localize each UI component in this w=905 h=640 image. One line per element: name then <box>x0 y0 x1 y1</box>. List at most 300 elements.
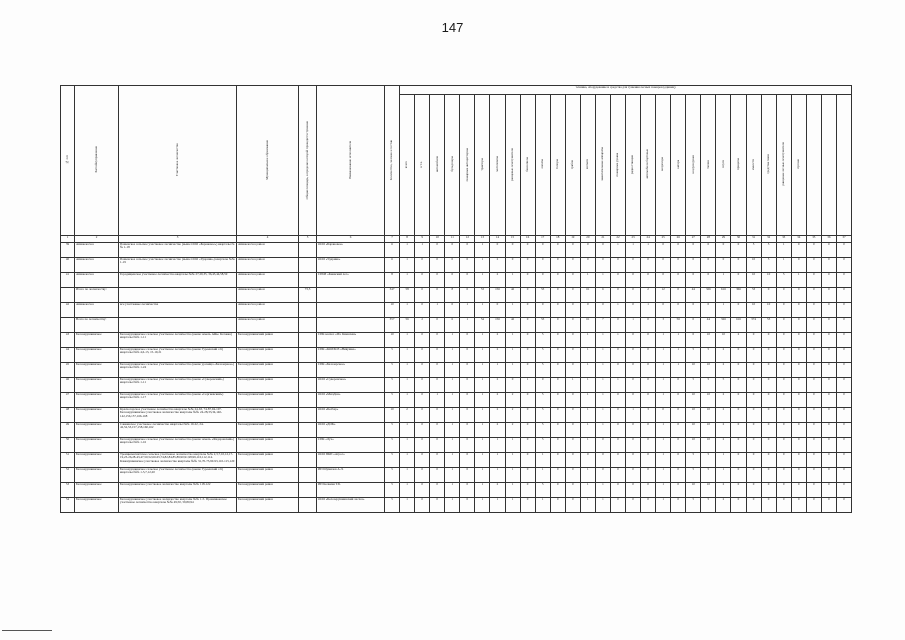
cell-value: 5 <box>686 453 701 468</box>
cell-value: 0 <box>821 273 836 288</box>
cell-region: Белозерушкинское <box>75 498 119 513</box>
cell-value: 5 <box>385 438 400 453</box>
cell-executor: СПК «КОЛХОЗ «Нивушка» <box>317 348 385 363</box>
cell-value: 0 <box>595 243 610 258</box>
cell-value: 0 <box>595 303 610 318</box>
cell-value: 1 <box>400 363 415 378</box>
cell-value: 0 <box>565 483 580 498</box>
cell-value: 5 <box>535 483 550 498</box>
cell-value: 0 <box>445 258 460 273</box>
cell-value: 0 <box>821 258 836 273</box>
cell-value: 10 <box>701 483 716 498</box>
cell-region: Белозерушкинское <box>75 393 119 408</box>
cell-value: 1 <box>595 348 610 363</box>
cell-value: 1 <box>535 468 550 483</box>
cell-value: 0 <box>460 348 475 363</box>
cell-value: 1 <box>400 468 415 483</box>
cell-value: 0 <box>415 468 430 483</box>
cell-value: 374 <box>746 318 761 333</box>
cell-value: 0 <box>746 498 761 513</box>
cell-value: 0 <box>731 273 746 288</box>
cell-value: 0 <box>821 453 836 468</box>
column-number: 26 <box>671 236 686 243</box>
cell-value: 0 <box>610 288 625 303</box>
cell-value: 0 <box>641 438 656 453</box>
cell-value: 0 <box>626 468 641 483</box>
cell-n: 43 <box>61 333 75 348</box>
cell-value: 44 <box>701 318 716 333</box>
cell-value: 10 <box>701 438 716 453</box>
cell-value: 0 <box>430 453 445 468</box>
cell-value: 0 <box>806 483 821 498</box>
cell-value: 0 <box>761 393 776 408</box>
cell-value: 0 <box>821 288 836 303</box>
cell-value: 1 <box>430 393 445 408</box>
cell-value: 0 <box>626 363 641 378</box>
cell-value: 0 <box>626 498 641 513</box>
cell-value: 0 <box>460 273 475 288</box>
col-header-sub: мотопомпы <box>490 95 505 236</box>
column-number: 11 <box>445 236 460 243</box>
cell-value: 2 <box>716 408 731 423</box>
cell-value: 1 <box>445 438 460 453</box>
cell-value: 0 <box>806 258 821 273</box>
cell-value: 0 <box>430 408 445 423</box>
cell-district <box>119 288 237 303</box>
cell-value: 2 <box>505 423 520 438</box>
cell-value: 6 <box>445 318 460 333</box>
cell-value: 1 <box>475 258 490 273</box>
col-header-sub: пожарные автоцистерны <box>460 95 475 236</box>
cell-value: 10 <box>686 393 701 408</box>
cell-value: 0 <box>836 423 851 438</box>
cell-municipality: Аймаклесхоз район <box>237 318 299 333</box>
col-header-personnel: Количество, человек и состав <box>385 86 400 236</box>
column-number: 9 <box>415 236 430 243</box>
cell-executor: ООО «Белозерушкинский лесхоз» <box>317 498 385 513</box>
cell-value: 1 <box>445 468 460 483</box>
cell-value: 0 <box>746 483 761 498</box>
cell-value: 1 <box>475 273 490 288</box>
cell-value: 1 <box>475 363 490 378</box>
cell-value: 0 <box>761 288 776 303</box>
column-number: 29 <box>716 236 731 243</box>
cell-value: 1 <box>505 498 520 513</box>
cell-value: 0 <box>430 363 445 378</box>
cell-value: 5 <box>385 348 400 363</box>
cell-value: 0 <box>626 438 641 453</box>
cell-value: 2 <box>641 288 656 303</box>
cell-n: 48 <box>61 408 75 423</box>
column-number: 30 <box>731 236 746 243</box>
cell-value: 0 <box>550 273 565 288</box>
cell-value: 1 <box>400 303 415 318</box>
cell-value: 0 <box>520 273 535 288</box>
cell-value: 0 <box>776 498 791 513</box>
cell-value: 1 <box>490 438 505 453</box>
cell-value: 0 <box>791 258 806 273</box>
cell-value: 0 <box>520 243 535 258</box>
cell-value: 0 <box>565 318 580 333</box>
cell-value: 1 <box>626 318 641 333</box>
cell-value: 1 <box>400 498 415 513</box>
cell-value: 0 <box>806 438 821 453</box>
cell-value: 0 <box>821 243 836 258</box>
cell-value: 0 <box>821 348 836 363</box>
cell-value: 0 <box>505 258 520 273</box>
cell-value: 0 <box>836 333 851 348</box>
cell-value: 0 <box>610 273 625 288</box>
cell-value: 1 <box>475 483 490 498</box>
column-number: 13 <box>475 236 490 243</box>
cell-value: 53 <box>535 318 550 333</box>
cell-value: 5 <box>385 423 400 438</box>
cell-value: 10 <box>701 423 716 438</box>
cell-value: 0 <box>565 393 580 408</box>
col-header-sub: зажигательные аппараты <box>595 95 610 236</box>
cell-value: 1 <box>460 318 475 333</box>
cell-value: 2 <box>490 333 505 348</box>
cell-value: 0 <box>806 273 821 288</box>
cell-value: 1 <box>656 348 671 363</box>
col-header-sub: прочие <box>791 95 806 236</box>
cell-status <box>299 393 317 408</box>
cell-value: 5 <box>385 468 400 483</box>
cell-value: 0 <box>641 423 656 438</box>
cell-value: 0 <box>430 258 445 273</box>
cell-value: 0 <box>836 408 851 423</box>
cell-value: 0 <box>656 273 671 288</box>
cell-value: 0 <box>671 378 686 393</box>
cell-value: 0 <box>746 408 761 423</box>
cell-value: 0 <box>430 438 445 453</box>
cell-value: 357 <box>385 318 400 333</box>
cell-value: 1 <box>505 348 520 363</box>
cell-value: 0 <box>550 438 565 453</box>
cell-region: Белозерушкинское <box>75 468 119 483</box>
col-header-sub: мотыги <box>580 95 595 236</box>
cell-value: 10 <box>686 363 701 378</box>
cell-value: 0 <box>746 438 761 453</box>
cell-value: 0 <box>656 258 671 273</box>
cell-value: 0 <box>520 408 535 423</box>
cell-value: 1 <box>656 378 671 393</box>
col-header-sub: средства связи <box>761 95 776 236</box>
cell-value: 10 <box>746 258 761 273</box>
cell-status <box>299 498 317 513</box>
cell-value: 0 <box>776 483 791 498</box>
cell-value: 0 <box>610 393 625 408</box>
col-header-sub: лопаты <box>535 95 550 236</box>
cell-value: 0 <box>656 243 671 258</box>
cell-value: 1 <box>580 378 595 393</box>
cell-value: 0 <box>821 378 836 393</box>
cell-value: 1 <box>580 273 595 288</box>
cell-value: 0 <box>580 243 595 258</box>
cell-value: 1 <box>656 438 671 453</box>
cell-value: 0 <box>776 393 791 408</box>
cell-value: 1 <box>475 438 490 453</box>
cell-value: 1 <box>400 258 415 273</box>
cell-value: 0 <box>445 243 460 258</box>
cell-value: 0 <box>716 258 731 273</box>
cell-value: 1 <box>490 453 505 468</box>
cell-value: 0 <box>565 303 580 318</box>
col-header-sub: плуги <box>716 95 731 236</box>
cell-value: 0 <box>791 408 806 423</box>
cell-value: 0 <box>460 468 475 483</box>
cell-value: 0 <box>761 438 776 453</box>
col-header-sub: грабли <box>565 95 580 236</box>
cell-value: 0 <box>836 288 851 303</box>
cell-value: 0 <box>520 363 535 378</box>
column-number: 4 <box>237 236 299 243</box>
cell-value: 0 <box>415 273 430 288</box>
cell-value: 0 <box>430 483 445 498</box>
cell-value: 0 <box>626 348 641 363</box>
cell-municipality: Аймаклесхоз район <box>237 303 299 318</box>
col-header-sub: ранцевые огнетушители <box>505 95 520 236</box>
cell-value: 0 <box>595 258 610 273</box>
column-number: 25 <box>656 236 671 243</box>
cell-status <box>299 408 317 423</box>
col-header-n: № п/п <box>61 86 75 236</box>
cell-value: 0 <box>671 258 686 273</box>
cell-value: 0 <box>565 273 580 288</box>
col-header-sub: прицепы <box>731 95 746 236</box>
column-number: 32 <box>761 236 776 243</box>
cell-value: 0 <box>520 258 535 273</box>
col-header-sub: бензопилы <box>520 95 535 236</box>
cell-value: 0 <box>686 303 701 318</box>
cell-value: 1 <box>505 468 520 483</box>
cell-value: 0 <box>415 393 430 408</box>
cell-value: 0 <box>520 333 535 348</box>
cell-value: 2 <box>490 408 505 423</box>
cell-value: 5 <box>535 393 550 408</box>
cell-status <box>299 483 317 498</box>
cell-district: Пашенское сельское участковое лесничество (выше ООО «Ударник») кварталы №№ 1-19 <box>119 258 237 273</box>
cell-value: 0 <box>430 333 445 348</box>
cell-executor: ООО «ДОК» <box>317 423 385 438</box>
col-header-sub: всего <box>400 95 415 236</box>
cell-value: 0 <box>430 468 445 483</box>
cell-value: 0 <box>746 423 761 438</box>
column-number: 31 <box>746 236 761 243</box>
table-row <box>61 483 852 498</box>
cell-value: 0 <box>761 468 776 483</box>
cell-value: 0 <box>430 273 445 288</box>
cell-value: 53 <box>746 288 761 303</box>
cell-value: 1 <box>400 438 415 453</box>
cell-value: 0 <box>641 363 656 378</box>
cell-value: 0 <box>550 288 565 303</box>
cell-value: 0 <box>791 363 806 378</box>
cell-value: 0 <box>791 423 806 438</box>
column-number: 19 <box>565 236 580 243</box>
cell-value: 0 <box>716 243 731 258</box>
col-header-group: техника, оборудование и средства для тушения лесных пожаров (единиц) <box>400 86 852 95</box>
cell-value: 2 <box>716 483 731 498</box>
cell-value: 0 <box>791 438 806 453</box>
table-row <box>61 303 852 318</box>
table-row <box>61 288 852 303</box>
cell-value: 5 <box>385 483 400 498</box>
column-number: 14 <box>490 236 505 243</box>
cell-value: 2 <box>731 333 746 348</box>
cell-district: Городищенское участковое лесничество кварталы №№ 27,29,35, 36,43,44,58,59 <box>119 273 237 288</box>
cell-value: 0 <box>565 243 580 258</box>
cell-value: 366 <box>731 288 746 303</box>
cell-n: 53 <box>61 483 75 498</box>
cell-value: 5 <box>385 498 400 513</box>
cell-value: 0 <box>535 378 550 393</box>
cell-value: 5 <box>686 468 701 483</box>
table-row <box>61 438 852 453</box>
cell-value: 1 <box>445 483 460 498</box>
cell-value: 2 <box>505 393 520 408</box>
cell-n: 45 <box>61 363 75 378</box>
cell-value: 0 <box>641 393 656 408</box>
cell-value: 2 <box>716 393 731 408</box>
column-number: 34 <box>791 236 806 243</box>
cell-value: 5 <box>701 348 716 363</box>
cell-value: 1 <box>595 498 610 513</box>
cell-executor: СПК «Луч» <box>317 438 385 453</box>
cell-value: 1 <box>580 498 595 513</box>
cell-value: 10 <box>686 438 701 453</box>
cell-value: 0 <box>520 438 535 453</box>
cell-n: 52 <box>61 468 75 483</box>
cell-value: 53 <box>475 288 490 303</box>
cell-value: 0 <box>520 498 535 513</box>
cell-value: 2 <box>490 483 505 498</box>
cell-value: 616 <box>731 318 746 333</box>
cell-status <box>299 438 317 453</box>
cell-value: 1 <box>716 303 731 318</box>
cell-value: 0 <box>626 258 641 273</box>
cell-value: 0 <box>671 408 686 423</box>
page-number: 147 <box>441 20 464 35</box>
cell-district: Белозерушкинское сельское участковое лесничество (выше «Сергиевский») кварталы №№ 1-17 <box>119 393 237 408</box>
cell-n: 39 <box>61 243 75 258</box>
cell-value: 0 <box>535 258 550 273</box>
cell-value: 0 <box>460 393 475 408</box>
cell-value: 0 <box>791 468 806 483</box>
column-number: 1 <box>61 236 75 243</box>
cell-value: 10 <box>716 333 731 348</box>
cell-value: 0 <box>806 243 821 258</box>
cell-value: 0 <box>460 408 475 423</box>
cell-region: Аймаклесхоз <box>75 303 119 318</box>
cell-value: 0 <box>641 258 656 273</box>
cell-value: 5 <box>686 348 701 363</box>
cell-value: 0 <box>746 333 761 348</box>
cell-value: 44 <box>686 288 701 303</box>
cell-status <box>299 348 317 363</box>
col-header-executor: Наименование исполнителя <box>317 86 385 236</box>
column-number: 33 <box>776 236 791 243</box>
cell-value: 0 <box>505 378 520 393</box>
cell-value: 1 <box>671 363 686 378</box>
cell-executor: ООО «Белбер» <box>317 408 385 423</box>
cell-value: 0 <box>671 438 686 453</box>
cell-value: 347 <box>385 288 400 303</box>
cell-value: 0 <box>686 273 701 288</box>
cell-value: 0 <box>415 258 430 273</box>
cell-value: 0 <box>430 243 445 258</box>
cell-district: все участковые лесничества <box>119 303 237 318</box>
cell-value: 0 <box>445 273 460 288</box>
column-number: 7 <box>385 236 400 243</box>
cell-value: 0 <box>505 243 520 258</box>
cell-value: 5 <box>535 333 550 348</box>
cell-value: 0 <box>821 303 836 318</box>
cell-value: 0 <box>671 483 686 498</box>
cell-value: 0 <box>460 483 475 498</box>
cell-value: 1 <box>610 333 625 348</box>
column-number: 16 <box>520 236 535 243</box>
cell-value: 0 <box>641 348 656 363</box>
cell-value: 1 <box>716 273 731 288</box>
cell-value: 2 <box>490 378 505 393</box>
cell-executor: ООО «Суворовское» <box>317 378 385 393</box>
cell-value: 56 <box>400 318 415 333</box>
cell-value: 0 <box>641 453 656 468</box>
cell-value: 0 <box>761 378 776 393</box>
cell-value: 0 <box>610 258 625 273</box>
cell-value: 12 <box>656 288 671 303</box>
cell-district: Белозерушкинское участковое лесничество кварталы №№ 1-5. Пронинковское участковое лесничество кварталы №№ 49,50, 59,80,94 <box>119 498 237 513</box>
cell-value: 0 <box>821 423 836 438</box>
col-header-sub-empty <box>806 95 821 236</box>
cell-value: 1 <box>776 258 791 273</box>
cell-value: 1 <box>580 408 595 423</box>
cell-value: 0 <box>610 363 625 378</box>
header-row-group <box>61 86 852 95</box>
cell-value: 0 <box>626 423 641 438</box>
cell-value: 1 <box>641 243 656 258</box>
cell-value: 0 <box>806 363 821 378</box>
cell-value: 10 <box>385 303 400 318</box>
cell-value: 1 <box>490 363 505 378</box>
cell-region: Аймаклесхоз <box>75 243 119 258</box>
cell-value: 1 <box>475 468 490 483</box>
cell-executor <box>317 303 385 318</box>
cell-value: 1 <box>475 408 490 423</box>
cell-value: 1 <box>565 378 580 393</box>
cell-value: 0 <box>671 303 686 318</box>
cell-value: 1 <box>580 393 595 408</box>
cell-municipality: Аймаклесхоз район <box>237 288 299 303</box>
cell-value: 0 <box>415 483 430 498</box>
cell-value: 1 <box>475 423 490 438</box>
cell-value: 0 <box>731 378 746 393</box>
cell-value: 0 <box>595 438 610 453</box>
cell-value: 0 <box>520 318 535 333</box>
cell-value: 6 <box>385 243 400 258</box>
column-number: 8 <box>400 236 415 243</box>
cell-value: 0 <box>761 423 776 438</box>
cell-value: 326 <box>701 288 716 303</box>
cell-value: 0 <box>746 378 761 393</box>
cell-value: 1 <box>475 333 490 348</box>
cell-value: 0 <box>610 438 625 453</box>
cell-value: 0 <box>430 378 445 393</box>
table-row <box>61 243 852 258</box>
cell-value: 10 <box>701 393 716 408</box>
cell-value: 0 <box>415 423 430 438</box>
